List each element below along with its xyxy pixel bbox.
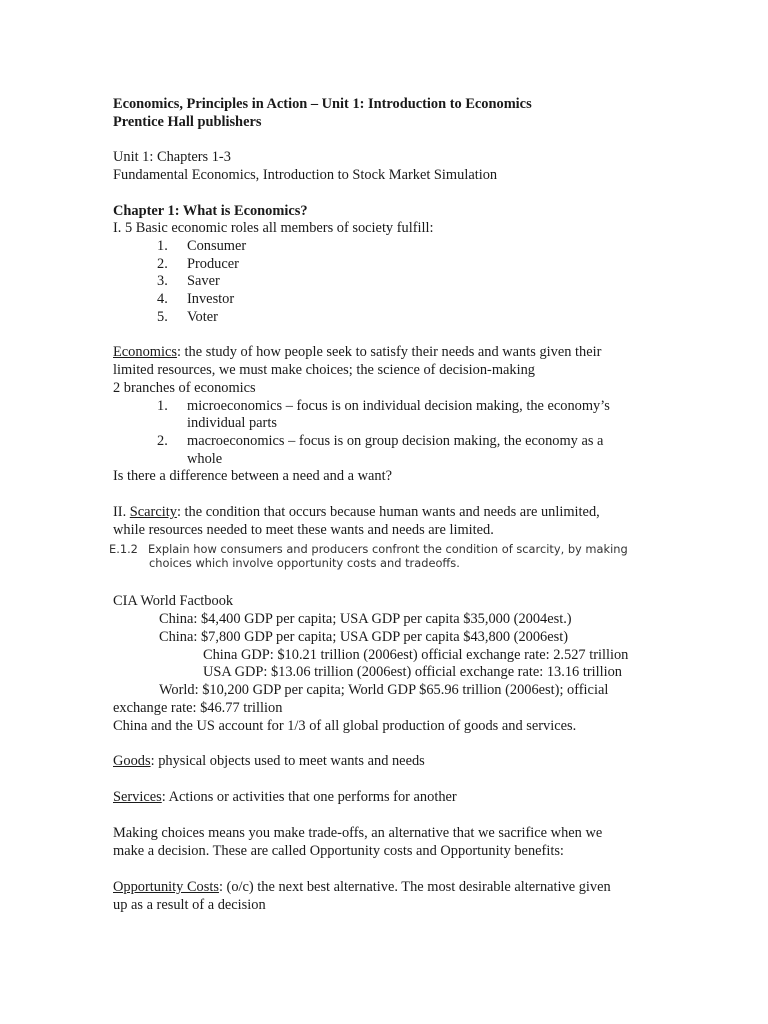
list-item: 4. Investor <box>157 291 235 307</box>
opportunity-costs-definition-cont: up as a result of a decision <box>113 897 266 913</box>
factbook-line: China: $7,800 GDP per capita; USA GDP per capita $43,800 (2006est) <box>159 629 569 645</box>
standard-code: E.1.2 <box>109 542 138 556</box>
services-term: Services <box>113 789 162 805</box>
factbook-line: USA GDP: $13.06 trillion (2006est) official exchange rate: 13.16 trillion <box>203 664 622 680</box>
factbook-line: World: $10,200 GDP per capita; World GDP $65.96 trillion (2006est); official <box>159 682 609 698</box>
list-item: 2. macroeconomics – focus is on group decision making, the economy as a <box>157 433 604 449</box>
goods-definition: Goods: physical objects used to meet wants and needs <box>113 753 425 769</box>
factbook-summary: China and the US account for 1/3 of all global production of goods and services. <box>113 718 577 734</box>
list-item: 5. Voter <box>157 309 218 325</box>
factbook-line: China: $4,400 GDP per capita; USA GDP per capita $35,000 (2004est.) <box>159 611 572 627</box>
opportunity-costs-term: Opportunity Costs <box>113 879 219 895</box>
need-want-question: Is there a difference between a need and a want? <box>113 468 392 484</box>
standard-line: E.1.2 Explain how consumers and producers confront the condition of scarcity, by making <box>109 542 628 556</box>
choices-paragraph: Making choices means you make trade-offs, an alternative that we sacrifice when we <box>113 825 603 841</box>
factbook-line: China GDP: $10.21 trillion (2006est) official exchange rate: 2.527 trillion <box>203 647 629 663</box>
factbook-heading: CIA World Factbook <box>113 593 234 609</box>
economics-definition-cont: limited resources, we must make choices; the science of decision-making <box>113 362 535 378</box>
scarcity-definition-cont: while resources needed to meet these wants and needs are limited. <box>113 522 494 538</box>
list-item: 3. Saver <box>157 273 220 289</box>
list-item-cont: individual parts <box>187 415 277 431</box>
goods-term: Goods <box>113 753 151 769</box>
publisher-line: Prentice Hall publishers <box>113 114 262 130</box>
economics-definition: Economics: the study of how people seek to satisfy their needs and wants given their <box>113 344 602 360</box>
factbook-line: exchange rate: $46.77 trillion <box>113 700 283 716</box>
chapter1-heading: Chapter 1: What is Economics? <box>113 203 308 219</box>
list-item: 2. Producer <box>157 256 239 272</box>
list-item: 1. microeconomics – focus is on individual decision making, the economy’s <box>157 398 610 414</box>
unit-chapters: Unit 1: Chapters 1-3 <box>113 149 231 165</box>
list-item-cont: whole <box>187 451 223 467</box>
economics-term: Economics <box>113 344 177 360</box>
unit-subtitle: Fundamental Economics, Introduction to Stock Market Simulation <box>113 167 498 183</box>
scarcity-term: Scarcity <box>129 504 177 520</box>
services-definition: Services: Actions or activities that one performs for another <box>113 789 457 805</box>
scarcity-definition: II. Scarcity: the condition that occurs because human wants and needs are unlimited, <box>113 504 600 520</box>
standard-line-cont: choices which involve opportunity costs and tradeoffs. <box>149 556 460 570</box>
list-item: 1. Consumer <box>157 238 247 254</box>
opportunity-costs-definition: Opportunity Costs: (o/c) the next best alternative. The most desirable alternative given <box>113 879 611 895</box>
roles-intro: I. 5 Basic economic roles all members of society fulfill: <box>113 220 434 236</box>
document-title: Economics, Principles in Action – Unit 1: Introduction to Economics <box>113 96 532 112</box>
branches-intro: 2 branches of economics <box>113 380 256 396</box>
choices-paragraph-cont: make a decision. These are called Opportunity costs and Opportunity benefits: <box>113 843 564 859</box>
